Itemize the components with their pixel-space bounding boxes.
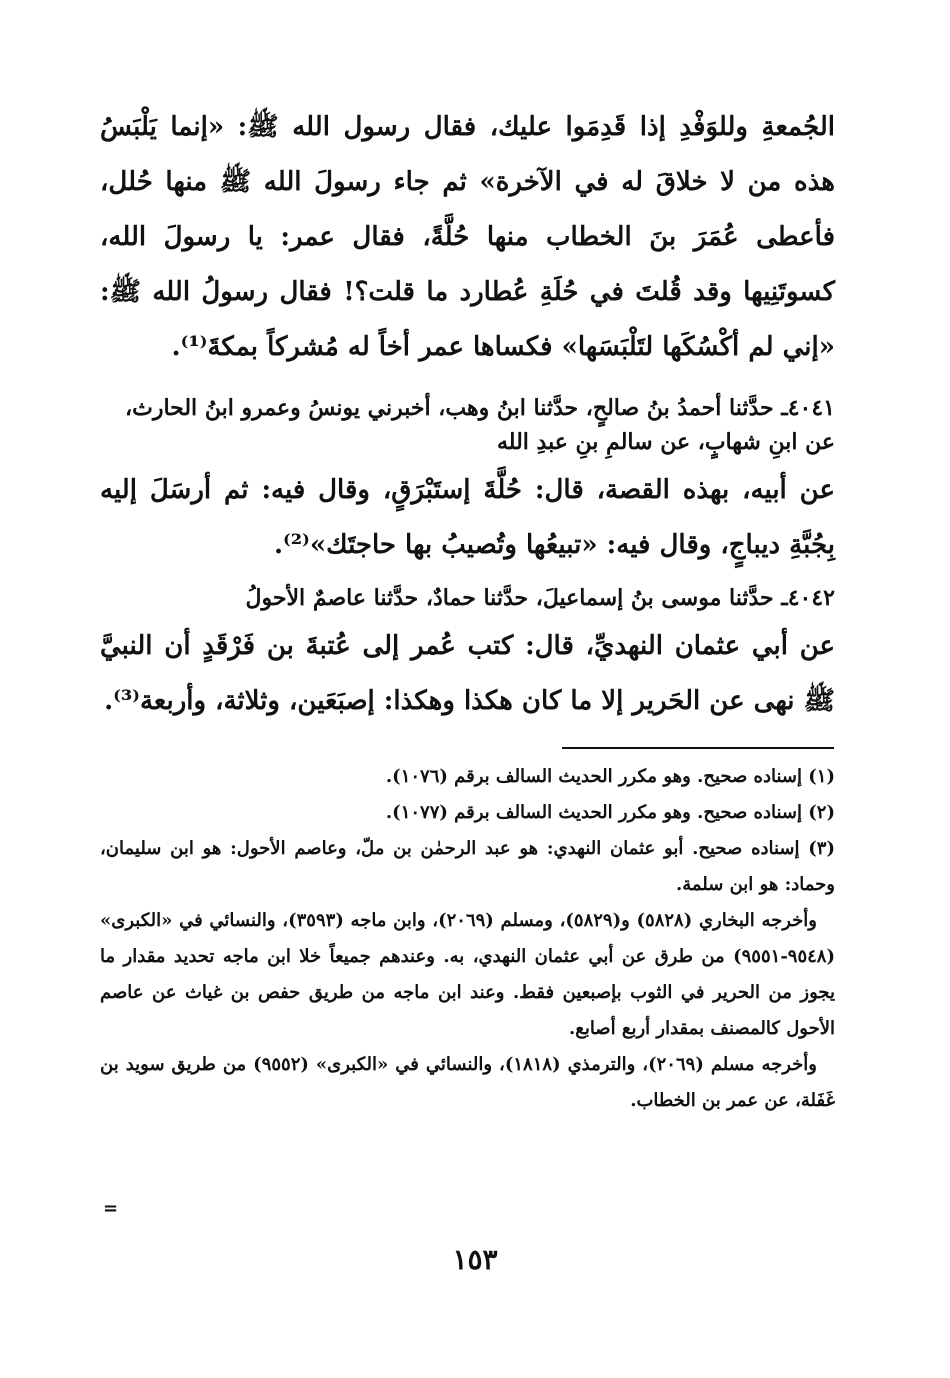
footnotes: [100, 759, 835, 1119]
hadith-4042-matn: عن أبي عثمان النهديِّ، قال: كتب عُمر إلى عُتبةَ بن فَرْقَدٍ أن النبيَّ ﷺ نهى عن الحَرير إلا ما كان هكذا وهكذا: إصبَعَين، وثلاثة، وأربعة⁽³⁾.: [100, 631, 835, 716]
continuation-mark: =: [103, 1198, 119, 1219]
hadith-4041-isnad: ٤٠٤١ـ حدَّثنا أحمدُ بنُ صالحٍ، حدَّثنا ابنُ وهب، أخبرني يونسُ وعمرو ابنُ الحارث، عن ابنِ شهابٍ، عن سالمِ بنِ عبدِ الله: [125, 395, 835, 455]
footnote-separator: [562, 747, 834, 749]
hadith-4042-isnad: ٤٠٤٢ـ حدَّثنا موسى بنُ إسماعيلَ، حدَّثنا حمادٌ، حدَّثنا عاصمٌ الأحولُ: [245, 585, 835, 611]
footnote-2: (٢) إسناده صحيح. وهو مكرر الحديث السالف برقم (١٠٧٧).: [385, 802, 835, 823]
footnote-3-paragraph-2: وأخرجه البخاري (٥٨٢٨) و(٥٨٢٩)، ومسلم (٢٠٦٩)، وابن ماجه (٣٥٩٣)، والنسائي في «الكبرى» (٩٥٤٨-٩٥٥١) من طرق عن أبي عثمان النهدي، به. وعندهم جميعاً خلا ابن ماجه تحديد مقدار ما يجوز من الحرير في الثوب بإصبعين فقط. وعند ابن ماجه من طريق حفص بن غياث عن عاصم الأحول كالمصنف بمقدار أربع أصابع.: [100, 910, 835, 1039]
footnote-1: (١) إسناده صحيح. وهو مكرر الحديث السالف برقم (١٠٧٦).: [385, 766, 835, 787]
page-content: [100, 100, 835, 1119]
page-number: ١٥٣: [452, 1243, 498, 1276]
main-paragraph-1: الجُمعةِ وللوَفْدِ إذا قَدِمَوا عليك، فقال رسول الله ﷺ: «إنما يَلْبَسُ هذه من لا خلاقَ له في الآخرة» ثم جاء رسولَ الله ﷺ منها حُلل، فأعطى عُمَرَ بنَ الخطاب منها حُلَّةً، فقال عمر: يا رسولَ الله، كسوتَنِيها وقد قُلتَ في حُلَةِ عُطارد ما قلت؟! فقال رسولُ الله ﷺ: «إني لم أكْسُكَها لتَلْبَسَها» فكساها عمر أخاً له مُشركاً بمكةَ⁽¹⁾.: [100, 112, 835, 362]
hadith-4041-matn: عن أبيه، بهذه القصة، قال: حُلَّةَ إستَبْرَقٍ، وقال فيه: ثم أرسَلَ إليه بِجُبَّةِ ديباجٍ، وقال فيه: «تبيعُها وتُصيبُ بها حاجتَك»⁽²⁾.: [100, 475, 835, 560]
footnote-3: (٣) إسناده صحيح. أبو عثمان النهدي: هو عبد الرحمٰن بن ملّ، وعاصم الأحول: هو ابن سليمان، وحماد: هو ابن سلمة.: [100, 838, 835, 895]
footnote-separator-wrap: [100, 729, 835, 753]
footnote-3-paragraph-3: وأخرجه مسلم (٢٠٦٩)، والترمذي (١٨١٨)، والنسائي في «الكبرى» (٩٥٥٢) من طريق سويد بن غَفَلة، عن عمر بن الخطاب.: [100, 1054, 835, 1111]
